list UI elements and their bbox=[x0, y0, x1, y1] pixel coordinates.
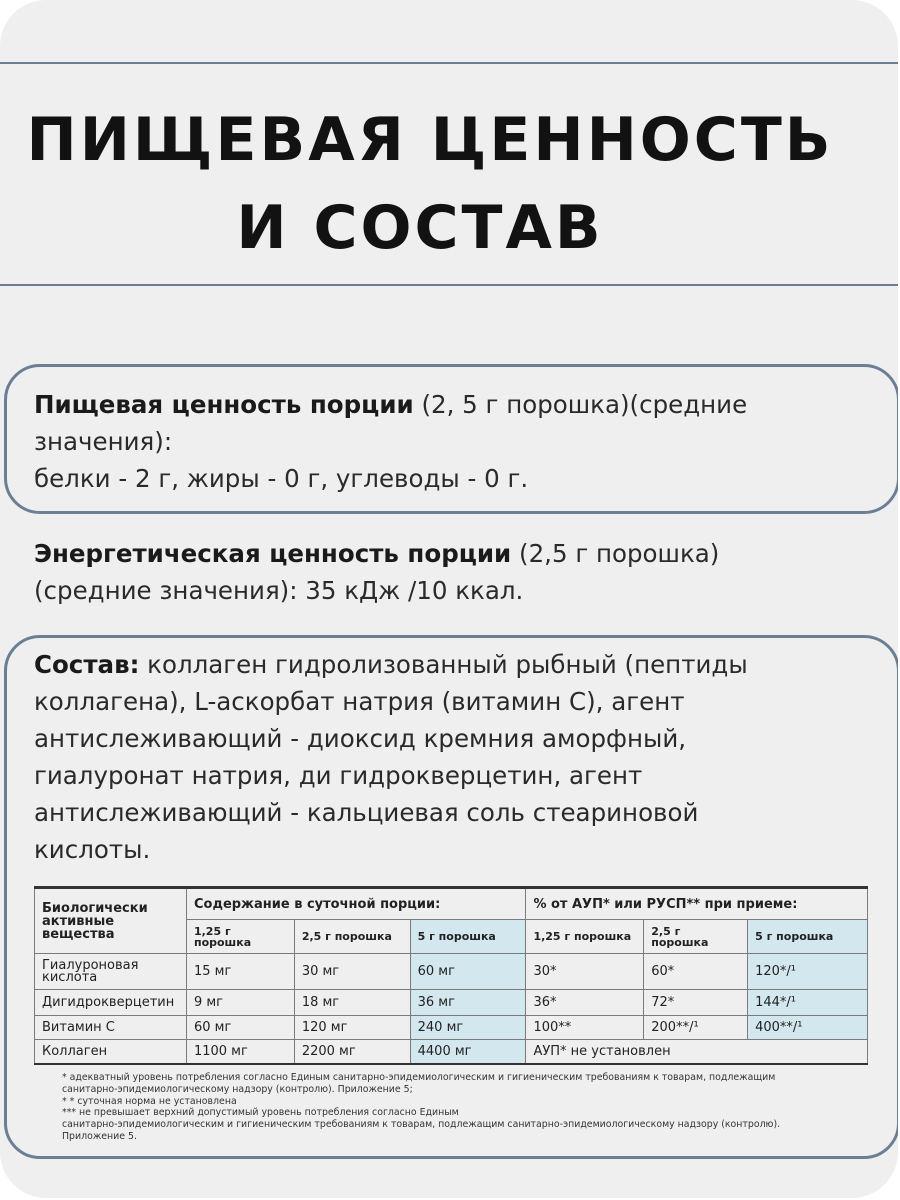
cell: 18 мг bbox=[294, 990, 410, 1016]
cell: 30 мг bbox=[294, 954, 410, 990]
cell: 1100 мг bbox=[186, 1040, 294, 1064]
nutrients-table bbox=[34, 886, 868, 1065]
cell: 240 мг bbox=[410, 1016, 526, 1040]
bottom-divider bbox=[0, 284, 898, 286]
row-name: Дигидрокверцетин bbox=[35, 990, 187, 1016]
cell: 9 мг bbox=[186, 990, 294, 1016]
footnote-line: Приложение 5. bbox=[62, 1130, 137, 1142]
table-row bbox=[35, 990, 868, 1016]
cell: 15 мг bbox=[186, 954, 294, 990]
cell: 72* bbox=[644, 990, 748, 1016]
nutrition-line2: значения): bbox=[34, 427, 173, 456]
sub-header: 5 г порошка bbox=[748, 920, 868, 954]
cell: 120 мг bbox=[294, 1016, 410, 1040]
cell: 4400 мг bbox=[410, 1040, 526, 1064]
cell: 60 мг bbox=[410, 954, 526, 990]
cell: 100** bbox=[526, 1016, 644, 1040]
composition-line4: гиалуронат натрия, ди гидрокверцетин, агент bbox=[34, 761, 643, 790]
footnote-line: санитарно-эпидемиологическому надзору (контролю). Приложение 5; bbox=[62, 1083, 413, 1095]
sub-header: 2,5 г порошка bbox=[294, 920, 410, 954]
cell: 60* bbox=[644, 954, 748, 990]
nutrition-line3: белки - 2 г, жиры - 0 г, углеводы - 0 г. bbox=[34, 464, 529, 493]
energy-line2: (средние значения): 35 кДж /10 ккал. bbox=[34, 576, 524, 605]
cell: 400**/¹ bbox=[748, 1016, 868, 1040]
composition-label: Состав: bbox=[34, 650, 140, 679]
row-name: Витамин С bbox=[35, 1016, 187, 1040]
header-substances: Биологически активные вещества bbox=[35, 888, 187, 954]
sub-header: 2,5 г порошка bbox=[644, 920, 748, 954]
cell: 120*/¹ bbox=[748, 954, 868, 990]
cell-merged: АУП* не установлен bbox=[526, 1040, 868, 1064]
cell: 60 мг bbox=[186, 1016, 294, 1040]
top-divider bbox=[0, 62, 898, 64]
row-name: Гиалуроновая кислота bbox=[35, 954, 187, 990]
cell: 200**/¹ bbox=[644, 1016, 748, 1040]
table-row bbox=[35, 1040, 868, 1064]
table-header-row bbox=[35, 888, 868, 920]
footnote-line: санитарно-эпидемиологическим и гигиеническим требованиям к товарам, подлежащим санитарно-эпидемиологическому надзору (контролю). bbox=[62, 1119, 781, 1131]
nutrition-label: Пищевая ценность порции bbox=[34, 390, 414, 419]
composition-line6: кислоты. bbox=[34, 835, 151, 864]
composition-line1 bbox=[34, 647, 748, 684]
table-row bbox=[35, 1016, 868, 1040]
sub-header: 1,25 г порошка bbox=[186, 920, 294, 954]
sub-header: 5 г порошка bbox=[410, 920, 526, 954]
nutrition-rest: (2, 5 г порошка)(средние bbox=[413, 390, 748, 419]
nutrition-line1 bbox=[34, 387, 747, 424]
cell: 36 мг bbox=[410, 990, 526, 1016]
page-title-line1: ПИЩЕВАЯ ЦЕННОСТЬ bbox=[26, 105, 834, 175]
composition-line3: антислеживающий - диоксид кремния аморфный, bbox=[34, 724, 687, 753]
energy-rest: (2,5 г порошка) bbox=[511, 539, 720, 568]
composition-line2: коллагена), L-аскорбат натрия (витамин С), агент bbox=[34, 687, 685, 716]
footnote-line: *** не превышает верхний допустимый уровень потребления согласно Единым bbox=[62, 1107, 459, 1119]
composition-line5: антислеживающий - кальциевая соль стеариновой bbox=[34, 798, 699, 827]
sub-header: 1,25 г порошка bbox=[526, 920, 644, 954]
header-content: Содержание в суточной порции: bbox=[186, 888, 525, 920]
table-row bbox=[35, 954, 868, 990]
header-percent: % от АУП* или РУСП** при приеме: bbox=[526, 888, 868, 920]
page-title-line2: И СОСТАВ bbox=[236, 193, 604, 263]
cell: 2200 мг bbox=[294, 1040, 410, 1064]
cell: 36* bbox=[526, 990, 644, 1016]
footnotes bbox=[62, 1072, 842, 1143]
cell: 30* bbox=[526, 954, 644, 990]
energy-label: Энергетическая ценность порции bbox=[34, 539, 512, 568]
footnote-line: * адекватный уровень потребления согласно Единым санитарно-эпидемиологическим и гигиеническим требованиям к товарам, подлежащим bbox=[62, 1072, 776, 1083]
composition-rest: коллаген гидролизованный рыбный (пептиды bbox=[139, 650, 748, 679]
cell: 144*/¹ bbox=[748, 990, 868, 1016]
footnote-line: * * суточная норма не установлена bbox=[62, 1095, 237, 1107]
energy-line1 bbox=[34, 536, 719, 573]
row-name: Коллаген bbox=[35, 1040, 187, 1064]
